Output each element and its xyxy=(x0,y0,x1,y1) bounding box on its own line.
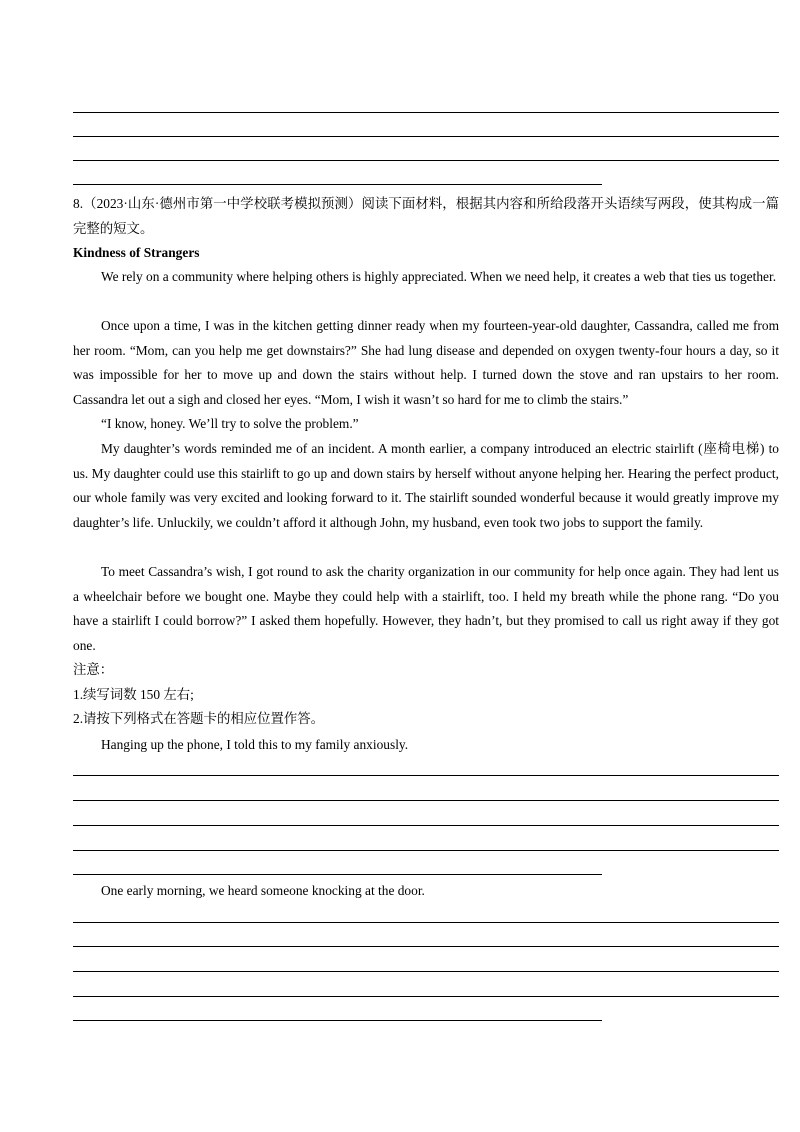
answer-line xyxy=(73,112,779,113)
story-paragraph: We rely on a community where helping others is highly appreciated. When we need help, it creates a web that ties us together. xyxy=(101,269,777,284)
answer-line[interactable] xyxy=(73,800,779,801)
answer-line xyxy=(73,160,779,161)
answer-line[interactable] xyxy=(73,971,779,972)
story-title: Kindness of Strangers xyxy=(73,245,200,260)
answer-line[interactable] xyxy=(73,946,779,947)
question-instruction: （2023·山东·德州市第一中学校联考模拟预测）阅读下面材料，根据其内容和所给段落开头语续写两段，使其构成一篇完整的短文。 xyxy=(73,196,779,236)
answer-line[interactable] xyxy=(73,775,779,776)
notes-item: 2.请按下列格式在答题卡的相应位置作答。 xyxy=(73,711,325,726)
notes-heading: 注意： xyxy=(73,662,114,677)
story-paragraph: “I know, honey. We’ll try to solve the problem.” xyxy=(101,416,359,431)
answer-line[interactable] xyxy=(73,850,779,851)
answer-line xyxy=(73,184,602,185)
story-paragraph: My daughter’s words reminded me of an incident. A month earlier, a company introduced an electric stairlift (座椅电梯) to us. My daughter could use this stairlift to go up and down stairs by herself without anyone helping her. Hearing the perfect product, our whole family was very excited and looking forward to it. The stairlift sounded wonderful because it would greatly improve my daughter’s life. Unluckily, we couldn’t afford it although John, my husband, even took two jobs to support the family. xyxy=(73,441,779,530)
continuation-start-2: One early morning, we heard someone knocking at the door. xyxy=(101,883,425,898)
question-number: 8. xyxy=(73,196,84,211)
answer-line[interactable] xyxy=(73,1020,602,1021)
answer-line[interactable] xyxy=(73,996,779,997)
question-prompt xyxy=(73,192,779,241)
story-paragraph: To meet Cassandra’s wish, I got round to ask the charity organization in our community for help once again. They had lent us a wheelchair before we bought one. Maybe they could help with a stairlift, too. I held my breath while the phone rang. “Do you have a stairlift I could borrow?” I asked them hopefully. However, they hadn’t, but they promised to call us right away if they got one. xyxy=(73,564,779,653)
answer-line xyxy=(73,136,779,137)
answer-line[interactable] xyxy=(73,922,779,923)
answer-line[interactable] xyxy=(73,825,779,826)
answer-line[interactable] xyxy=(73,874,602,875)
story-paragraph: Once upon a time, I was in the kitchen getting dinner ready when my fourteen-year-old daughter, Cassandra, called me from her room. “Mom, can you help me get downstairs?” She had lung disease and depended on oxygen twenty-four hours a day, so it was impossible for her to move up and down the stairs without help. I turned down the stove and ran upstairs to her room. Cassandra let out a sigh and closed her eyes. “Mom, I wish it wasn’t so hard for me to climb the stairs.” xyxy=(73,318,779,407)
notes-item: 1.续写词数 150 左右; xyxy=(73,687,194,702)
continuation-start-1: Hanging up the phone, I told this to my family anxiously. xyxy=(101,737,409,752)
